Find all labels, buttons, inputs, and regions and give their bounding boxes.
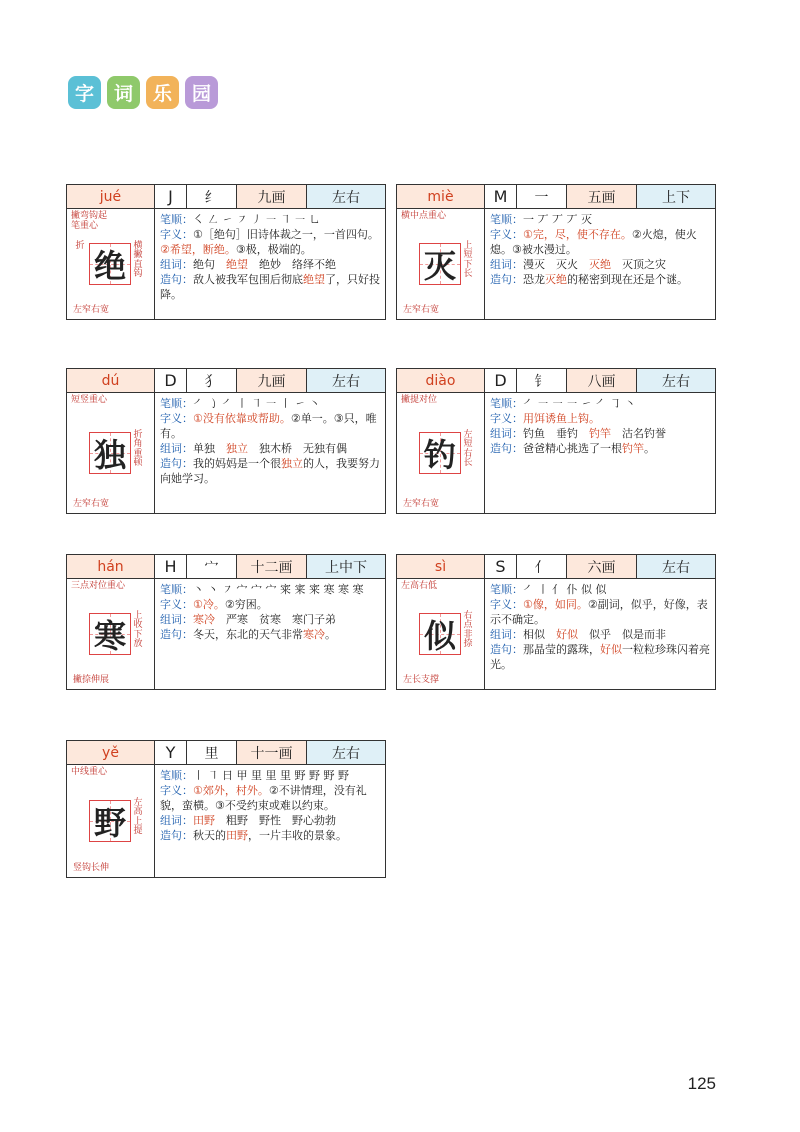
char-card-diào <box>396 368 716 514</box>
meaning <box>490 597 712 627</box>
text-segment: 似乎 似是而非 <box>578 628 666 641</box>
text-segment: ㇛ ㇜ ㇀ ㇇ ㇓ ㇐ ㇕ ㇐ ㇟ <box>193 213 320 226</box>
stroke-order <box>160 396 382 411</box>
highlight-text: 钓竿 <box>622 442 644 455</box>
highlight-text: 寒冷 <box>193 613 215 626</box>
word-examples-label: 组词： <box>490 628 523 641</box>
title-char-2: 乐 <box>146 76 179 109</box>
char-card-sì <box>396 554 716 690</box>
pinyin: diào <box>397 369 485 392</box>
tip-text: 撇弯钩起 <box>71 211 108 221</box>
text-segment: 沽名钓誉 <box>611 427 666 440</box>
pinyin: dú <box>67 369 155 392</box>
radical: 亻 <box>517 555 567 578</box>
character-info <box>155 209 385 319</box>
word-examples <box>490 627 712 642</box>
radical: 钅 <box>517 369 567 392</box>
text-segment: 一 丆 丆 丆 灭 <box>523 213 592 226</box>
title-char-1: 词 <box>107 76 140 109</box>
text-segment: 粗野 野性 野心勃勃 <box>215 814 336 827</box>
structure: 左右 <box>637 555 715 578</box>
highlight-text: ①像，如同。 <box>523 598 588 611</box>
text-segment: 那晶莹的露珠， <box>523 643 600 656</box>
highlight-text: 田野 <box>193 814 215 827</box>
stroke-count: 五画 <box>567 185 637 208</box>
structure: 左右 <box>637 369 715 392</box>
text-segment: 。 <box>325 628 336 641</box>
index-letter: S <box>485 555 517 578</box>
example-sentence <box>490 272 712 287</box>
model-character: 绝 <box>93 247 126 285</box>
writing-tips <box>397 579 485 689</box>
radical: 一 <box>517 185 567 208</box>
model-character: 野 <box>93 804 126 842</box>
word-examples-label: 组词： <box>490 258 523 271</box>
stroke-order-label: 笔顺： <box>160 583 193 596</box>
tip-text: 左窄右宽 <box>73 304 110 315</box>
index-letter: Y <box>155 741 187 764</box>
word-examples-label: 组词： <box>160 258 193 271</box>
text-segment: 冬天，东北的天气非常 <box>193 628 303 641</box>
stroke-order <box>160 212 382 227</box>
index-letter: D <box>155 369 187 392</box>
text-segment: ㇒ ㇑ 亻 仆 似 似 <box>523 583 607 596</box>
title-char-3: 园 <box>185 76 218 109</box>
text-segment: 钓鱼 垂钓 <box>523 427 589 440</box>
text-segment: 绝妙 络绎不绝 <box>248 258 336 271</box>
stroke-order-label: 笔顺： <box>490 583 523 596</box>
text-segment: ②单一。③只，唯有。 <box>160 412 377 440</box>
word-examples <box>490 426 712 441</box>
stroke-count: 八画 <box>567 369 637 392</box>
word-examples-label: 组词： <box>160 613 193 626</box>
text-segment: 相似 <box>523 628 556 641</box>
writing-tips <box>67 579 155 689</box>
text-segment: ②不讲情理，没有礼貌，蛮横。③不受约束或难以约束。 <box>160 784 367 812</box>
highlight-text: 绝望 <box>226 258 248 271</box>
writing-tips <box>67 209 155 319</box>
page-number: 125 <box>687 1074 716 1093</box>
card-header <box>67 369 385 393</box>
text-segment: 独木桥 无独有偶 <box>248 442 347 455</box>
stroke-count: 六画 <box>567 555 637 578</box>
word-examples <box>160 441 382 456</box>
text-segment: ①［绝句］旧诗体裁之一，一首四句。 <box>193 228 379 241</box>
tip-text: 中线重心 <box>71 767 108 777</box>
char-card-jué <box>66 184 386 320</box>
card-header <box>67 555 385 579</box>
tip-text: 撇捺伸展 <box>73 674 110 685</box>
example-sentence <box>490 441 712 456</box>
model-character: 寒 <box>93 617 126 655</box>
word-examples-label: 组词： <box>490 427 523 440</box>
highlight-text: 田野 <box>226 829 248 842</box>
index-letter: M <box>485 185 517 208</box>
pinyin: hán <box>67 555 155 578</box>
index-letter: J <box>155 185 187 208</box>
stroke-order <box>490 212 712 227</box>
structure: 左右 <box>307 741 385 764</box>
stroke-count: 十二画 <box>237 555 307 578</box>
example-sentence-label: 造句： <box>160 273 193 286</box>
text-segment: 爸爸精心挑选了一根 <box>523 442 622 455</box>
text-segment: 一粒粒珍珠闪着亮光。 <box>490 643 710 671</box>
tip-vertical: 右点非捺 <box>463 611 473 650</box>
example-sentence-label: 造句： <box>490 643 523 656</box>
text-segment: ㇑ ㇕ 日 甲 里 里 里 野 野 野 野 <box>193 769 349 782</box>
structure: 左右 <box>307 369 385 392</box>
structure: 上下 <box>637 185 715 208</box>
example-sentence-label: 造句： <box>160 628 193 641</box>
title-char-0: 字 <box>68 76 101 109</box>
index-letter: H <box>155 555 187 578</box>
meaning-label: 字义： <box>160 412 193 425</box>
tip-text: 左窄右宽 <box>73 498 110 509</box>
text-segment: 灭顶之灾 <box>611 258 666 271</box>
character-info <box>485 393 715 513</box>
highlight-text: ①郊外，村外。 <box>193 784 269 797</box>
stroke-order <box>490 396 712 411</box>
writing-tips <box>397 393 485 513</box>
stroke-order <box>490 582 712 597</box>
text-segment: 单独 <box>193 442 226 455</box>
highlight-text: ①冷。 <box>193 598 225 611</box>
stroke-count: 十一画 <box>237 741 307 764</box>
card-header <box>397 185 715 209</box>
text-segment: ，一片丰收的景象。 <box>248 829 347 842</box>
tianzige-grid <box>419 432 461 474</box>
tip-vertical: 折角重顿 <box>133 430 143 469</box>
char-card-miè <box>396 184 716 320</box>
tip-text: 左窄右宽 <box>403 304 440 315</box>
structure: 上中下 <box>307 555 385 578</box>
tip-vertical: 上收下放 <box>133 611 143 650</box>
highlight-text: 钓竿 <box>589 427 611 440</box>
meaning-label: 字义： <box>490 412 523 425</box>
highlight-text: ②希望，断绝。 <box>160 243 236 256</box>
tip-text: 笔重心 <box>71 221 99 231</box>
text-segment: 的人，我要努力向她学习。 <box>160 457 380 485</box>
char-card-dú <box>66 368 386 514</box>
highlight-text: ①完，尽，使不存在。 <box>523 228 632 241</box>
pinyin: miè <box>397 185 485 208</box>
text-segment: 的秘密到现在还是个谜。 <box>567 273 688 286</box>
example-sentence <box>160 272 382 302</box>
stroke-order-label: 笔顺： <box>160 769 193 782</box>
stroke-order <box>160 582 382 597</box>
text-segment: ②火熄，使火熄。③被水漫过。 <box>490 228 697 256</box>
radical: 犭 <box>187 369 237 392</box>
example-sentence <box>160 627 382 642</box>
text-segment: 了，只好投降。 <box>160 273 380 301</box>
text-segment: 绝句 <box>193 258 226 271</box>
card-header <box>397 369 715 393</box>
tip-text: 短竖重心 <box>71 395 108 405</box>
model-character: 钓 <box>423 436 456 474</box>
text-segment: 漫灭 灭火 <box>523 258 589 271</box>
radical: 里 <box>187 741 237 764</box>
tip-text: 左高右低 <box>401 581 438 591</box>
meaning-label: 字义： <box>490 598 523 611</box>
structure: 左右 <box>307 185 385 208</box>
highlight-text: 灭绝 <box>545 273 567 286</box>
text-segment: ②穷困。 <box>224 598 268 611</box>
character-info <box>485 209 715 319</box>
example-sentence <box>160 456 382 486</box>
character-info <box>155 393 385 513</box>
text-segment: 恐龙 <box>523 273 545 286</box>
highlight-text: 用饵诱鱼上钩。 <box>523 412 600 425</box>
pinyin: sì <box>397 555 485 578</box>
tip-text: 左窄右宽 <box>403 498 440 509</box>
tianzige-grid <box>89 613 131 655</box>
pinyin: yě <box>67 741 155 764</box>
meaning-label: 字义： <box>160 784 193 797</box>
stroke-count: 九画 <box>237 369 307 392</box>
tip-vertical: 横撇直钩 <box>133 241 143 280</box>
highlight-text: 绝望 <box>303 273 325 286</box>
stroke-order-label: 笔顺： <box>490 397 523 410</box>
word-examples <box>160 257 382 272</box>
word-examples <box>160 813 382 828</box>
example-sentence-label: 造句： <box>160 829 193 842</box>
example-sentence-label: 造句： <box>160 457 193 470</box>
index-letter: D <box>485 369 517 392</box>
tianzige-grid <box>89 432 131 474</box>
stroke-order-label: 笔顺： <box>160 397 193 410</box>
tip-text: 横中点重心 <box>401 211 447 221</box>
pinyin: jué <box>67 185 155 208</box>
char-card-yě <box>66 740 386 878</box>
model-character: 独 <box>93 436 126 474</box>
text-segment: 严寒 贫寒 寒门子弟 <box>215 613 336 626</box>
example-sentence <box>490 642 712 672</box>
character-info <box>155 765 385 877</box>
card-header <box>67 741 385 765</box>
word-examples-label: 组词： <box>160 814 193 827</box>
writing-tips <box>67 393 155 513</box>
stroke-count: 九画 <box>237 185 307 208</box>
example-sentence-label: 造句： <box>490 442 523 455</box>
meaning <box>160 411 382 441</box>
section-title <box>68 76 218 109</box>
word-examples-label: 组词： <box>160 442 193 455</box>
char-card-hán <box>66 554 386 690</box>
text-segment: ㇒ ㇐ ㇐ ㇐ ㇀ ㇒ ㇆ ㇔ <box>523 397 636 410</box>
text-segment: ㇒ ㇁ ㇒ ㇑ ㇕ ㇐ ㇑ ㇀ ㇔ <box>193 397 320 410</box>
tianzige-grid <box>89 243 131 285</box>
tip-vertical: 折 <box>75 241 85 251</box>
meaning <box>160 783 382 813</box>
text-segment: ③极，极端的。 <box>235 243 312 256</box>
tip-text: 三点对位重心 <box>71 581 126 591</box>
character-info <box>485 579 715 689</box>
meaning <box>490 411 712 426</box>
tip-text: 竖钩长伸 <box>73 862 110 873</box>
tianzige-grid <box>89 800 131 842</box>
character-info <box>155 579 385 689</box>
meaning <box>490 227 712 257</box>
tip-text: 左长支撑 <box>403 674 440 685</box>
highlight-text: 独立 <box>281 457 303 470</box>
tip-vertical: 上短下长 <box>463 241 473 280</box>
highlight-text: 好似 <box>600 643 622 656</box>
text-segment: ②副词，似乎，好像，表示不确定。 <box>490 598 708 626</box>
highlight-text: 好似 <box>556 628 578 641</box>
radical: 宀 <box>187 555 237 578</box>
writing-tips <box>67 765 155 877</box>
stroke-order-label: 笔顺： <box>160 213 193 226</box>
text-segment: 敌人被我军包围后彻底 <box>193 273 303 286</box>
meaning-label: 字义： <box>490 228 523 241</box>
highlight-text: 寒冷 <box>303 628 325 641</box>
card-header <box>397 555 715 579</box>
card-header <box>67 185 385 209</box>
highlight-text: ①没有依靠或帮助。 <box>193 412 291 425</box>
stroke-order <box>160 768 382 783</box>
text-segment: 丶 丶 ㇇ 宀 宀 宀 宷 宷 宷 寒 寒 寒 <box>193 583 364 596</box>
tianzige-grid <box>419 243 461 285</box>
example-sentence-label: 造句： <box>490 273 523 286</box>
writing-tips <box>397 209 485 319</box>
meaning <box>160 597 382 612</box>
text-segment: 秋天的 <box>193 829 226 842</box>
highlight-text: 灭绝 <box>589 258 611 271</box>
radical: 纟 <box>187 185 237 208</box>
model-character: 似 <box>423 617 456 655</box>
tip-vertical: 左短右长 <box>463 430 473 469</box>
meaning <box>160 227 382 257</box>
tip-vertical: 左高上提 <box>133 798 143 837</box>
stroke-order-label: 笔顺： <box>490 213 523 226</box>
word-examples <box>490 257 712 272</box>
meaning-label: 字义： <box>160 598 193 611</box>
highlight-text: 独立 <box>226 442 248 455</box>
model-character: 灭 <box>423 247 456 285</box>
tip-text: 撇提对位 <box>401 395 438 405</box>
example-sentence <box>160 828 382 843</box>
text-segment: 。 <box>644 442 655 455</box>
tianzige-grid <box>419 613 461 655</box>
text-segment: 我的妈妈是一个很 <box>193 457 281 470</box>
meaning-label: 字义： <box>160 228 193 241</box>
word-examples <box>160 612 382 627</box>
